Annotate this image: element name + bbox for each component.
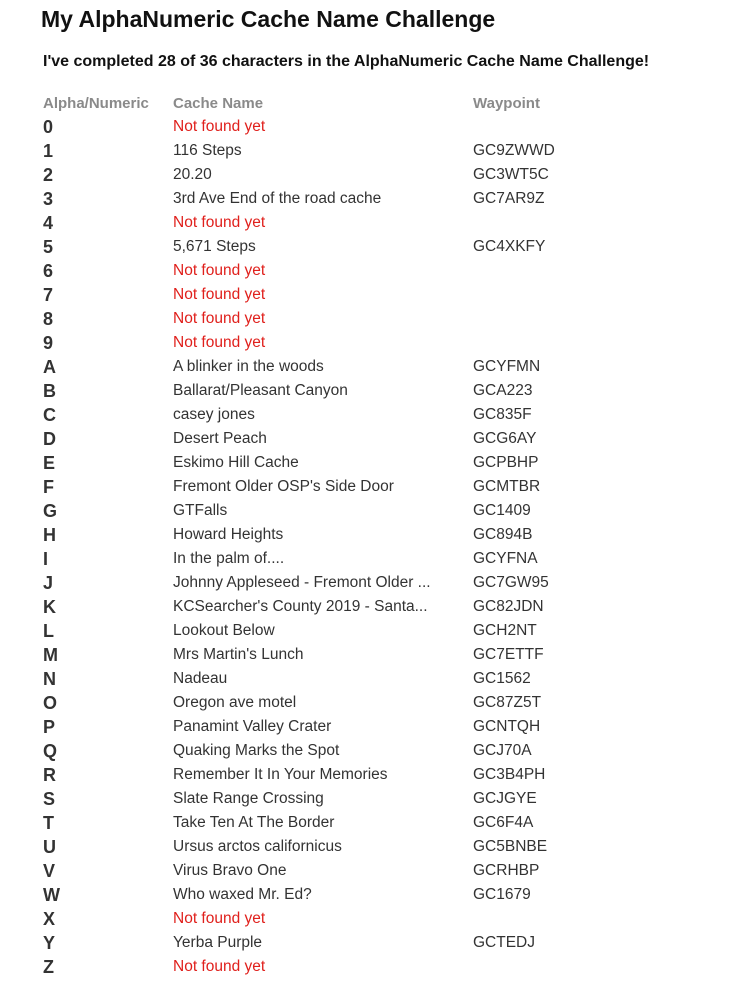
table-row bbox=[0, 187, 750, 211]
not-found-cell: Not found yet bbox=[173, 334, 266, 351]
character-cell: 2 bbox=[43, 165, 54, 185]
waypoint-cell: GCTEDJ bbox=[473, 934, 535, 951]
table-row bbox=[0, 283, 750, 307]
character-cell: F bbox=[43, 477, 54, 497]
header-cache-name: Cache Name bbox=[173, 95, 264, 112]
table-row bbox=[0, 331, 750, 355]
character-cell: D bbox=[43, 429, 56, 449]
cache-name-cell: In the palm of.... bbox=[173, 550, 285, 567]
not-found-cell: Not found yet bbox=[173, 214, 266, 231]
character-cell: M bbox=[43, 645, 58, 665]
waypoint-cell: GCJGYE bbox=[473, 790, 537, 807]
not-found-cell: Not found yet bbox=[173, 958, 266, 975]
cache-name-cell: Quaking Marks the Spot bbox=[173, 742, 340, 759]
waypoint-cell: GC6F4A bbox=[473, 814, 534, 831]
waypoint-cell: GC4XKFY bbox=[473, 238, 546, 255]
character-cell: 5 bbox=[43, 237, 54, 257]
page-title: My AlphaNumeric Cache Name Challenge bbox=[41, 6, 496, 32]
waypoint-cell: GCRHBP bbox=[473, 862, 540, 879]
character-cell: 0 bbox=[43, 117, 54, 137]
table-row bbox=[0, 523, 750, 547]
character-cell: T bbox=[43, 813, 54, 833]
table-row bbox=[0, 355, 750, 379]
cache-name-cell: Howard Heights bbox=[173, 526, 284, 543]
cache-name-cell: Fremont Older OSP's Side Door bbox=[173, 478, 394, 495]
not-found-cell: Not found yet bbox=[173, 262, 266, 279]
cache-name-cell: 5,671 Steps bbox=[173, 238, 256, 255]
table-header-row bbox=[0, 92, 750, 115]
cache-name-cell: Who waxed Mr. Ed? bbox=[173, 886, 312, 903]
table-row bbox=[0, 115, 750, 139]
not-found-cell: Not found yet bbox=[173, 286, 266, 303]
waypoint-cell: GCH2NT bbox=[473, 622, 537, 639]
cache-name-cell: Panamint Valley Crater bbox=[173, 718, 332, 735]
waypoint-cell: GCA223 bbox=[473, 382, 533, 399]
waypoint-cell: GCNTQH bbox=[473, 718, 541, 735]
not-found-cell: Not found yet bbox=[173, 118, 266, 135]
waypoint-cell: GC9ZWWD bbox=[473, 142, 555, 159]
character-cell: S bbox=[43, 789, 56, 809]
cache-name-cell: A blinker in the woods bbox=[173, 358, 324, 375]
character-cell: X bbox=[43, 909, 56, 929]
waypoint-cell: GC1409 bbox=[473, 502, 531, 519]
character-cell: 3 bbox=[43, 189, 54, 209]
waypoint-cell: GCYFMN bbox=[473, 358, 541, 375]
cache-name-cell: 3rd Ave End of the road cache bbox=[173, 190, 382, 207]
character-cell: V bbox=[43, 861, 56, 881]
waypoint-cell: GC835F bbox=[473, 406, 532, 423]
table-row bbox=[0, 259, 750, 283]
cache-name-cell: Johnny Appleseed - Fremont Older ... bbox=[173, 574, 431, 591]
table-row bbox=[0, 571, 750, 595]
character-cell: L bbox=[43, 621, 54, 641]
character-cell: Q bbox=[43, 741, 58, 761]
character-cell: J bbox=[43, 573, 54, 593]
waypoint-cell: GC3B4PH bbox=[473, 766, 546, 783]
cache-name-cell: Oregon ave motel bbox=[173, 694, 297, 711]
cache-name-cell: Mrs Martin's Lunch bbox=[173, 646, 304, 663]
table-row bbox=[0, 475, 750, 499]
waypoint-cell: GC3WT5C bbox=[473, 166, 549, 183]
table-row bbox=[0, 139, 750, 163]
table-row bbox=[0, 235, 750, 259]
character-cell: O bbox=[43, 693, 58, 713]
waypoint-cell: GCJ70A bbox=[473, 742, 532, 759]
completion-summary: I've completed 28 of 36 characters in the AlphaNumeric Cache Name Challenge! bbox=[43, 53, 650, 70]
character-cell: 1 bbox=[43, 141, 54, 161]
cache-name-cell: Eskimo Hill Cache bbox=[173, 454, 299, 471]
cache-name-cell: Take Ten At The Border bbox=[173, 814, 335, 831]
cache-name-cell: 20.20 bbox=[173, 166, 212, 183]
character-cell: H bbox=[43, 525, 56, 545]
cache-name-cell: Yerba Purple bbox=[173, 934, 263, 951]
waypoint-cell: GC894B bbox=[473, 526, 533, 543]
character-cell: 6 bbox=[43, 261, 54, 281]
table-row bbox=[0, 835, 750, 859]
character-cell: Y bbox=[43, 933, 56, 953]
table-row bbox=[0, 619, 750, 643]
cache-name-cell: Slate Range Crossing bbox=[173, 790, 324, 807]
character-cell: W bbox=[43, 885, 60, 905]
character-cell: P bbox=[43, 717, 56, 737]
waypoint-cell: GC82JDN bbox=[473, 598, 544, 615]
table-row bbox=[0, 403, 750, 427]
table-row bbox=[0, 211, 750, 235]
header-alpha-numeric: Alpha/Numeric bbox=[43, 95, 149, 112]
character-cell: C bbox=[43, 405, 56, 425]
table-body bbox=[0, 115, 750, 979]
waypoint-cell: GCYFNA bbox=[473, 550, 538, 567]
character-cell: R bbox=[43, 765, 56, 785]
table-row bbox=[0, 955, 750, 979]
cache-name-cell: Desert Peach bbox=[173, 430, 267, 447]
table-row bbox=[0, 307, 750, 331]
table-row bbox=[0, 667, 750, 691]
waypoint-cell: GCPBHP bbox=[473, 454, 539, 471]
table-row bbox=[0, 787, 750, 811]
not-found-cell: Not found yet bbox=[173, 910, 266, 927]
waypoint-cell: GC87Z5T bbox=[473, 694, 542, 711]
table-row bbox=[0, 691, 750, 715]
table-row bbox=[0, 739, 750, 763]
cache-name-cell: Lookout Below bbox=[173, 622, 275, 639]
table-row bbox=[0, 451, 750, 475]
character-cell: U bbox=[43, 837, 56, 857]
cache-name-cell: casey jones bbox=[173, 406, 255, 423]
waypoint-cell: GCMTBR bbox=[473, 478, 541, 495]
table-row bbox=[0, 547, 750, 571]
cache-name-cell: Nadeau bbox=[173, 670, 228, 687]
not-found-cell: Not found yet bbox=[173, 310, 266, 327]
table-row bbox=[0, 907, 750, 931]
waypoint-cell: GC7ETTF bbox=[473, 646, 544, 663]
cache-name-cell: 116 Steps bbox=[173, 142, 242, 159]
character-cell: B bbox=[43, 381, 56, 401]
character-cell: 7 bbox=[43, 285, 54, 305]
character-cell: 4 bbox=[43, 213, 54, 233]
table-row bbox=[0, 763, 750, 787]
character-cell: 8 bbox=[43, 309, 54, 329]
cache-name-cell: GTFalls bbox=[173, 502, 228, 519]
waypoint-cell: GC7GW95 bbox=[473, 574, 549, 591]
character-cell: A bbox=[43, 357, 56, 377]
table-row bbox=[0, 379, 750, 403]
waypoint-cell: GC1562 bbox=[473, 670, 531, 687]
character-cell: 9 bbox=[43, 333, 54, 353]
table-row bbox=[0, 883, 750, 907]
table-row bbox=[0, 595, 750, 619]
character-cell: N bbox=[43, 669, 56, 689]
cache-name-cell: Ballarat/Pleasant Canyon bbox=[173, 382, 348, 399]
cache-name-cell: Virus Bravo One bbox=[173, 862, 287, 879]
table-row bbox=[0, 859, 750, 883]
cache-name-cell: KCSearcher's County 2019 - Santa... bbox=[173, 598, 428, 615]
cache-name-cell: Ursus arctos californicus bbox=[173, 838, 342, 855]
cache-name-cell: Remember It In Your Memories bbox=[173, 766, 388, 783]
waypoint-cell: GC1679 bbox=[473, 886, 531, 903]
character-cell: E bbox=[43, 453, 56, 473]
table-row bbox=[0, 643, 750, 667]
waypoint-cell: GC7AR9Z bbox=[473, 190, 545, 207]
table-row bbox=[0, 931, 750, 955]
character-cell: K bbox=[43, 597, 56, 617]
table-row bbox=[0, 811, 750, 835]
header-waypoint: Waypoint bbox=[473, 95, 540, 112]
character-cell: Z bbox=[43, 957, 54, 977]
table-row bbox=[0, 715, 750, 739]
waypoint-cell: GC5BNBE bbox=[473, 838, 548, 855]
character-cell: I bbox=[43, 549, 49, 569]
challenge-table bbox=[0, 92, 750, 979]
table-row bbox=[0, 499, 750, 523]
waypoint-cell: GCG6AY bbox=[473, 430, 537, 447]
character-cell: G bbox=[43, 501, 58, 521]
table-row bbox=[0, 427, 750, 451]
table-row bbox=[0, 163, 750, 187]
